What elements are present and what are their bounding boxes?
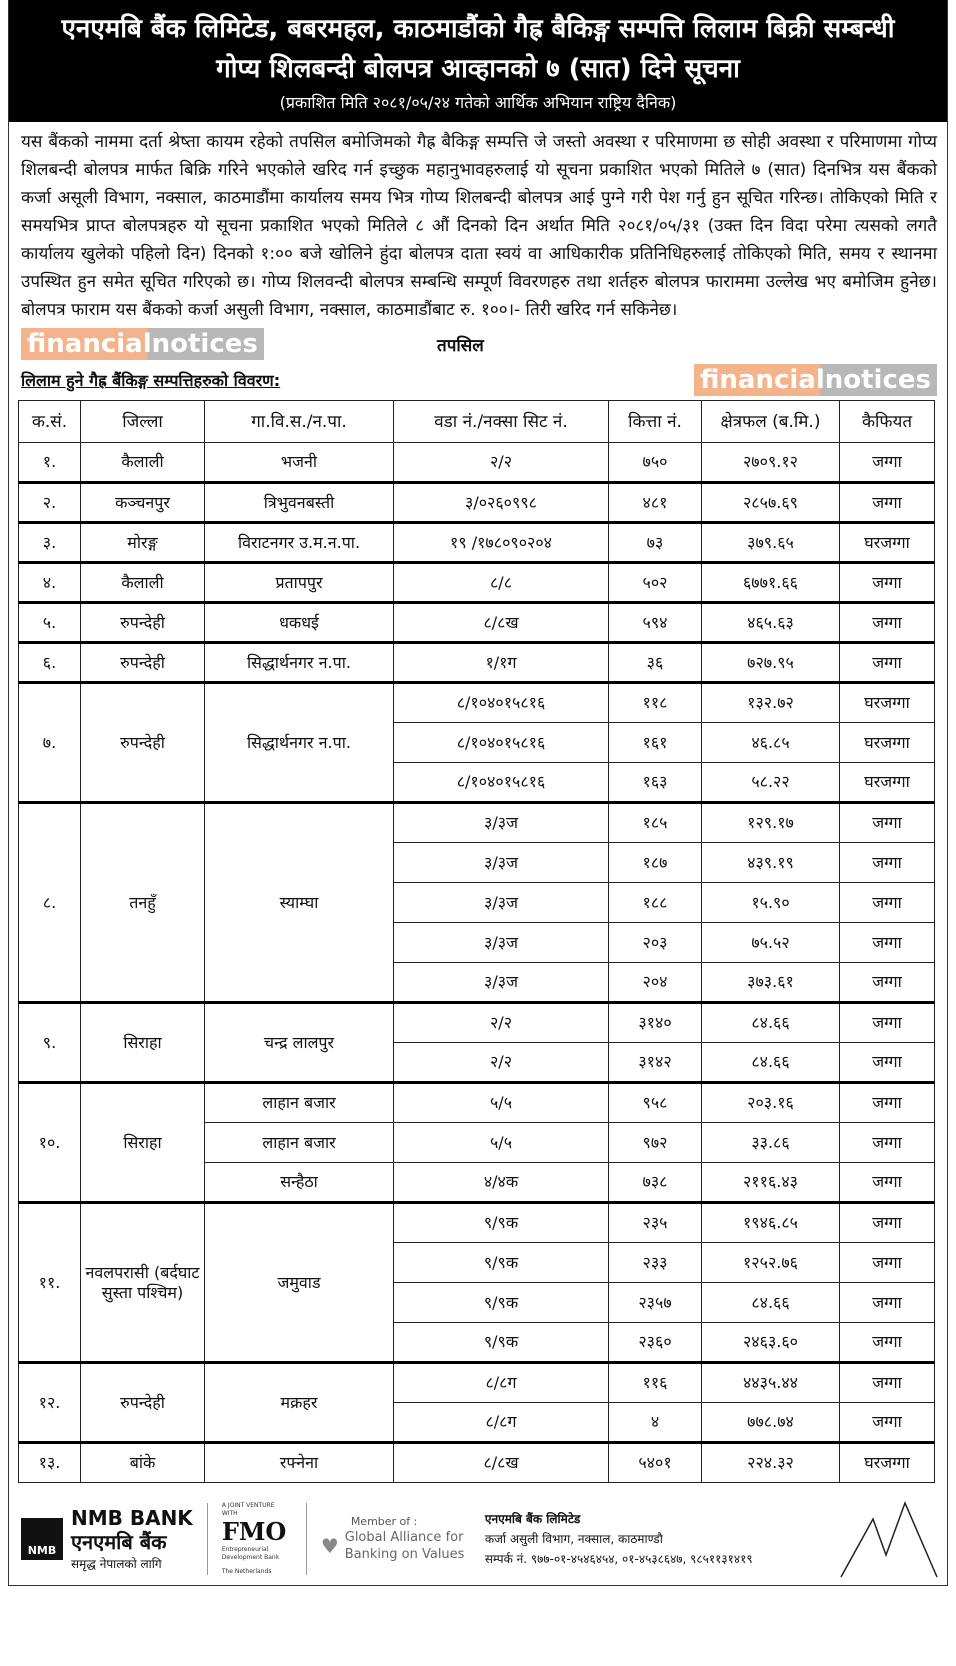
district: मोरङ्ग	[81, 523, 205, 563]
district: रुपन्देही	[81, 683, 205, 803]
plot-number: २३६०	[609, 1323, 702, 1363]
municipality: स्याम्घा	[205, 803, 394, 1003]
table-row	[19, 523, 935, 563]
remarks: जग्गा	[840, 1363, 935, 1403]
plot-number: ३६	[609, 643, 702, 683]
municipality: सन्हैठा	[205, 1163, 394, 1203]
fmo-tag: A JOINT VENTURE WITH	[221, 1502, 275, 1517]
ward-sheet-number: ५/५	[394, 1123, 609, 1163]
remarks: घरजग्गा	[840, 763, 935, 803]
serial-number: ९.	[19, 1003, 81, 1083]
ward-sheet-number: ३/०२६०९९८	[394, 483, 609, 523]
ward-sheet-number: ८/१०४०१५८१६	[394, 723, 609, 763]
plot-number: १८७	[609, 843, 702, 883]
district: रुपन्देही	[81, 603, 205, 643]
remarks: जग्गा	[840, 923, 935, 963]
municipality: सिद्धार्थनगर न.पा.	[205, 683, 394, 803]
remarks: जग्गा	[840, 1203, 935, 1243]
divider	[207, 1503, 208, 1575]
area: २७०९.१२	[702, 443, 840, 483]
area: २११६.४३	[702, 1163, 840, 1203]
nmb-brand	[21, 1506, 193, 1572]
ward-sheet-number: ३/३ज	[394, 883, 609, 923]
serial-number: १.	[19, 443, 81, 483]
ward-sheet-number: ३/३ज	[394, 803, 609, 843]
plot-number: ३१४०	[609, 1003, 702, 1043]
district: बांके	[81, 1443, 205, 1483]
col-header-remarks: कैफियत	[840, 401, 935, 443]
divider	[306, 1503, 307, 1575]
watermark: financialnotices	[21, 328, 264, 360]
district: कञ्चनपुर	[81, 483, 205, 523]
fmo-country: The Netherlands	[221, 1568, 272, 1575]
ward-sheet-number: २/२	[394, 443, 609, 483]
assets-table	[18, 400, 935, 1483]
area: ४६.८५	[702, 723, 840, 763]
area: १३२.७२	[702, 683, 840, 723]
plot-number: २०४	[609, 963, 702, 1003]
municipality: जमुवाड	[205, 1203, 394, 1363]
bank-name-np: एनएमबि बैंक	[71, 1530, 167, 1554]
remarks: घरजग्गा	[840, 523, 935, 563]
address-block	[485, 1511, 825, 1567]
ward-sheet-number: ८/८	[394, 563, 609, 603]
area: ४३९.१९	[702, 843, 840, 883]
ward-sheet-number: ३/३ज	[394, 923, 609, 963]
plot-number: १६३	[609, 763, 702, 803]
remarks: घरजग्गा	[840, 1443, 935, 1483]
municipality: प्रतापपुर	[205, 563, 394, 603]
remarks: घरजग्गा	[840, 723, 935, 763]
area: ३७९.६५	[702, 523, 840, 563]
remarks: जग्गा	[840, 1043, 935, 1083]
remarks: जग्गा	[840, 1163, 935, 1203]
plot-number: ९७२	[609, 1123, 702, 1163]
plot-number: ११६	[609, 1363, 702, 1403]
serial-number: ७.	[19, 683, 81, 803]
ward-sheet-number: २/२	[394, 1043, 609, 1083]
area: ६७७१.६६	[702, 563, 840, 603]
ward-sheet-number: ८/८ख	[394, 603, 609, 643]
notice-header	[9, 0, 947, 122]
district: कैलाली	[81, 443, 205, 483]
remarks: जग्गा	[840, 1083, 935, 1123]
col-header-area: क्षेत्रफल (ब.मि.)	[702, 401, 840, 443]
ward-sheet-number: ८/८ग	[394, 1403, 609, 1443]
district: रुपन्देही	[81, 1363, 205, 1443]
ward-sheet-number: ९/९क	[394, 1203, 609, 1243]
publication-info: (प्रकाशित मिति २०८१/०५/२४ गतेको आर्थिक अभियान राष्ट्रिय दैनिक)	[279, 93, 677, 112]
area: ७५.५२	[702, 923, 840, 963]
footer	[9, 1491, 947, 1585]
district: रुपन्देही	[81, 643, 205, 683]
mountain-logo-icon	[839, 1499, 939, 1579]
ward-sheet-number: २/२	[394, 1003, 609, 1043]
plot-number: ११८	[609, 683, 702, 723]
fmo-logo: FMO	[221, 1517, 287, 1546]
bank-tagline: समृद्ध नेपालको लागि	[71, 1557, 162, 1571]
area: २०३.१६	[702, 1083, 840, 1123]
notice-title-line2: गोप्य शिलबन्दी बोलपत्र आव्हानको ७ (सात) दिने सूचना	[216, 54, 740, 84]
plot-number: ७३	[609, 523, 702, 563]
ward-sheet-number: १९ /१७८०९०२०४	[394, 523, 609, 563]
table-row	[19, 683, 935, 723]
plot-number: ४८१	[609, 483, 702, 523]
plot-number: २३३	[609, 1243, 702, 1283]
fmo-subtitle: Entrepreneurial Development Bank	[221, 1546, 280, 1561]
plot-number: २०३	[609, 923, 702, 963]
remarks: जग्गा	[840, 843, 935, 883]
address-department: कर्जा असुली विभाग, नक्साल, काठमाण्डौ	[484, 1532, 663, 1546]
serial-number: ११.	[19, 1203, 81, 1363]
table-row	[19, 603, 935, 643]
district: सिराहा	[81, 1083, 205, 1203]
area: १५.९०	[702, 883, 840, 923]
plot-number: ९५८	[609, 1083, 702, 1123]
ward-sheet-number: ४/४क	[394, 1163, 609, 1203]
nmb-logo-icon: NMB	[21, 1518, 63, 1560]
col-header-ward: वडा नं./नक्सा सिट नं.	[394, 401, 609, 443]
serial-number: १०.	[19, 1083, 81, 1203]
municipality: लाहान बजार	[205, 1123, 394, 1163]
serial-number: ३.	[19, 523, 81, 563]
plot-number: १८८	[609, 883, 702, 923]
col-header-kitta: कित्ता नं.	[609, 401, 702, 443]
plot-number: ५९४	[609, 603, 702, 643]
serial-number: ८.	[19, 803, 81, 1003]
table-row	[19, 643, 935, 683]
gabv-name: Global Alliance for Banking on Values	[344, 1530, 465, 1562]
col-header-vdc: गा.वि.स./न.पा.	[205, 401, 394, 443]
bank-name-en: NMB BANK	[71, 1506, 193, 1530]
gabv-block	[321, 1515, 471, 1563]
remarks: जग्गा	[840, 603, 935, 643]
ward-sheet-number: ९/९क	[394, 1243, 609, 1283]
serial-number: १२.	[19, 1363, 81, 1443]
gabv-logo-icon: ♥	[320, 1534, 339, 1558]
ward-sheet-number: ८/८ग	[394, 1363, 609, 1403]
municipality: धकधई	[205, 603, 394, 643]
plot-number: ४	[609, 1403, 702, 1443]
remarks: जग्गा	[840, 1243, 935, 1283]
municipality: सिद्धार्थनगर न.पा.	[205, 643, 394, 683]
plot-number: २३५७	[609, 1283, 702, 1323]
address-bank-name: एनएमबि बैंक लिमिटेड	[484, 1512, 581, 1526]
serial-number: १३.	[19, 1443, 81, 1483]
remarks: जग्गा	[840, 563, 935, 603]
table-row	[19, 1083, 935, 1123]
remarks: जग्गा	[840, 1323, 935, 1363]
municipality: त्रिभुवनबस्ती	[205, 483, 394, 523]
area: ७७८.७४	[702, 1403, 840, 1443]
area: ४६५.६३	[702, 603, 840, 643]
serial-number: ४.	[19, 563, 81, 603]
area: ५८.२२	[702, 763, 840, 803]
municipality: चन्द्र लालपुर	[205, 1003, 394, 1083]
municipality: भजनी	[205, 443, 394, 483]
table-row	[19, 1003, 935, 1043]
district: नवलपरासी (बर्दघाट सुस्ता पश्चिम)	[81, 1203, 205, 1363]
table-row	[19, 443, 935, 483]
area: २४६३.६०	[702, 1323, 840, 1363]
remarks: जग्गा	[840, 1003, 935, 1043]
watermark: financialnotices	[694, 364, 937, 396]
serial-number: ५.	[19, 603, 81, 643]
remarks: जग्गा	[840, 1283, 935, 1323]
tapsil-row	[21, 328, 937, 360]
ward-sheet-number: ९/९क	[394, 1323, 609, 1363]
remarks: जग्गा	[840, 1123, 935, 1163]
district: कैलाली	[81, 563, 205, 603]
table-title: लिलाम हुने गैह्र बैंकिङ्ग सम्पत्तिहरुको विवरण:	[21, 371, 281, 390]
col-header-sn: क.सं.	[19, 401, 81, 443]
area: ८४.६६	[702, 1043, 840, 1083]
area: ३७३.६१	[702, 963, 840, 1003]
tapsil-heading: तपसिल	[437, 335, 484, 356]
area: १२९.१७	[702, 803, 840, 843]
plot-number: ३१४२	[609, 1043, 702, 1083]
table-row	[19, 1443, 935, 1483]
table-header-row	[19, 401, 935, 443]
address-phone: सम्पर्क नं. ९७७-०१-४५४६४५४, ०१-४५३८६४७, ९८५११३१४१९	[484, 1552, 753, 1566]
col-header-district: जिल्ला	[81, 401, 205, 443]
serial-number: २.	[19, 483, 81, 523]
remarks: जग्गा	[840, 803, 935, 843]
ward-sheet-number: ३/३ज	[394, 843, 609, 883]
remarks: जग्गा	[840, 443, 935, 483]
municipality: मक्रहर	[205, 1363, 394, 1443]
area: ३३.८६	[702, 1123, 840, 1163]
member-of-label: Member of :	[350, 1515, 418, 1528]
remarks: जग्गा	[840, 963, 935, 1003]
ward-sheet-number: ३/३ज	[394, 963, 609, 1003]
plot-number: १८५	[609, 803, 702, 843]
area: २२४.३२	[702, 1443, 840, 1483]
ward-sheet-number: ५/५	[394, 1083, 609, 1123]
plot-number: ५४०१	[609, 1443, 702, 1483]
plot-number: ५०२	[609, 563, 702, 603]
remarks: जग्गा	[840, 483, 935, 523]
fmo-logo-block	[222, 1502, 292, 1576]
ward-sheet-number: ९/९क	[394, 1283, 609, 1323]
table-row	[19, 563, 935, 603]
district: तनहुँ	[81, 803, 205, 1003]
table-row	[19, 483, 935, 523]
area: ८४.६६	[702, 1283, 840, 1323]
municipality: रफ्नेना	[205, 1443, 394, 1483]
area: २८५७.६९	[702, 483, 840, 523]
table-title-row	[21, 364, 937, 396]
notice-body: यस बैंकको नाममा दर्ता श्रेष्ता कायम रहेको तपसिल बमोजिमको गैह्र बैकिङ्ग सम्पत्ति जे जस्तो अवस्था र परिमाणमा छ सोही अवस्था र परिमाणमा गोप्य शिलबन्दी बोलपत्र मार्फत बिक्रि गरिने भएकोले खरिद गर्न इच्छुक महानुभावहरुलाई यो सूचना प्रकाशित भएको मितिले ७ (सात) दिनभित्र यस बैंकको कर्जा असूली विभाग, नक्साल, काठमाडौंमा कार्यालय समय भित्र गोप्य शिलबन्दी बोलपत्र आई पुग्ने गरी पेश गर्नु हुन सूचित गरिन्छ। तोकिएको मिति र समयभित्र प्राप्त बोलपत्रहरु यो सूचना प्रकाशित भएको मितिले ८ औं दिनको दिन अर्थात मिति २०८१/०५/३१ (उक्त दिन विदा परेमा त्यसको लगतै कार्यालय खुलेको पहिलो दिन) दिनको १:०० बजे खोलिने हुंदा बोलपत्र दाता स्वयं वा आधिकारीक प्रतिनिधिहरुलाई तोकिएको मिति, समय र स्थानमा उपस्थित हुन समेत सूचित गरिएको छ। गोप्य शिलवन्दी बोलपत्र सम्बन्धि सम्पूर्ण विवरणहरु तथा शर्तहरु बोलपत्र फाराममा उल्लेख भए बमोजिम हुनेछ। बोलपत्र फाराम यस बैंकको कर्जा असुली विभाग, नक्साल, काठमाडौंबाट रु. १००।- तिरी खरिद गर्न सकिनेछ।	[21, 132, 937, 320]
remarks: जग्गा	[840, 643, 935, 683]
plot-number: १६१	[609, 723, 702, 763]
area: ४४३५.४४	[702, 1363, 840, 1403]
municipality: लाहान बजार	[205, 1083, 394, 1123]
remarks: जग्गा	[840, 883, 935, 923]
area: ८४.६६	[702, 1003, 840, 1043]
remarks: जग्गा	[840, 1403, 935, 1443]
plot-number: ७५०	[609, 443, 702, 483]
notice-title-line1: एनएमबि बैंक लिमिटेड, बबरमहल, काठमाडौंको गैह्र बैकिङ्ग सम्पत्ति लिलाम बिक्री सम्बन्धी	[61, 14, 895, 44]
remarks: घरजग्गा	[840, 683, 935, 723]
table-row	[19, 1203, 935, 1243]
serial-number: ६.	[19, 643, 81, 683]
ward-sheet-number: ८/८ख	[394, 1443, 609, 1483]
area: १२५२.७६	[702, 1243, 840, 1283]
municipality: विराटनगर उ.म.न.पा.	[205, 523, 394, 563]
plot-number: २३५	[609, 1203, 702, 1243]
ward-sheet-number: ८/१०४०१५८१६	[394, 683, 609, 723]
table-row	[19, 1363, 935, 1403]
ward-sheet-number: ८/१०४०१५८१६	[394, 763, 609, 803]
area: १९४६.८५	[702, 1203, 840, 1243]
plot-number: ७३८	[609, 1163, 702, 1203]
area: ७२७.९५	[702, 643, 840, 683]
ward-sheet-number: १/१ग	[394, 643, 609, 683]
district: सिराहा	[81, 1003, 205, 1083]
table-row	[19, 803, 935, 843]
notice-frame	[8, 0, 948, 1586]
